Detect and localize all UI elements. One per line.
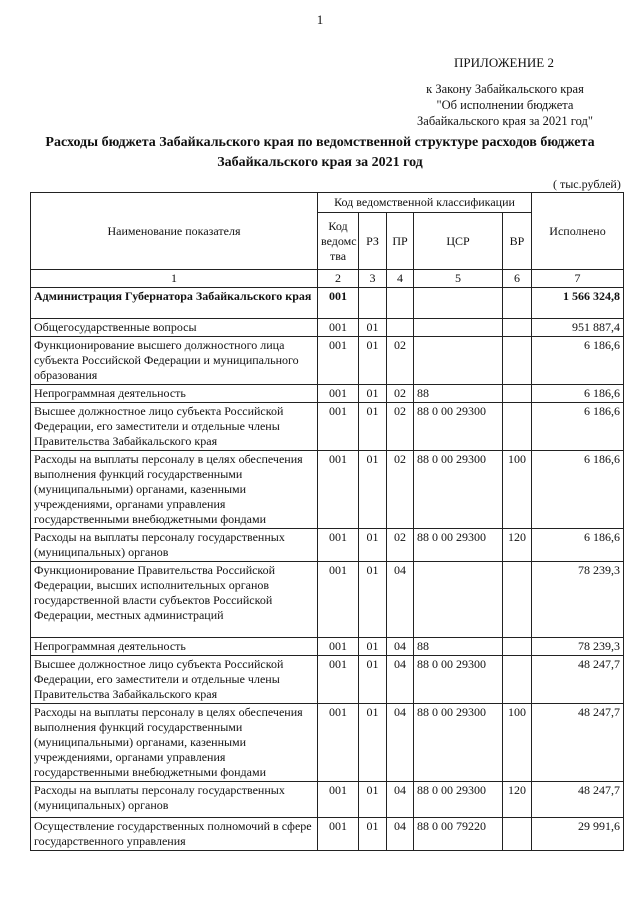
row-name: Непрограммная деятельность bbox=[31, 385, 318, 403]
header-rz: РЗ bbox=[359, 213, 387, 270]
table-row bbox=[31, 638, 624, 656]
row-vr bbox=[503, 562, 532, 638]
row-csr bbox=[414, 337, 503, 385]
column-number: 1 bbox=[31, 270, 318, 288]
row-rz: 01 bbox=[359, 562, 387, 638]
row-pr bbox=[387, 319, 414, 337]
row-rz: 01 bbox=[359, 319, 387, 337]
row-csr: 88 0 00 29300 bbox=[414, 704, 503, 782]
table-row bbox=[31, 451, 624, 529]
row-csr: 88 0 00 29300 bbox=[414, 782, 503, 818]
row-csr: 88 0 00 29300 bbox=[414, 451, 503, 529]
row-rz: 01 bbox=[359, 656, 387, 704]
column-number: 3 bbox=[359, 270, 387, 288]
row-rz: 01 bbox=[359, 529, 387, 562]
row-pr: 02 bbox=[387, 385, 414, 403]
row-executed-value: 1 566 324,8 bbox=[532, 288, 624, 319]
column-number: 4 bbox=[387, 270, 414, 288]
column-number: 5 bbox=[414, 270, 503, 288]
table-row bbox=[31, 562, 624, 638]
table-row bbox=[31, 337, 624, 385]
row-name: Расходы на выплаты персоналу в целях обеспечения выполнения функций государственными (муниципальными) органами, казенными учреждениями, органами управления государственными внебюджетными фондами bbox=[31, 704, 318, 782]
row-executed-value: 48 247,7 bbox=[532, 704, 624, 782]
law-reference-line: "Об исполнении бюджета bbox=[436, 98, 574, 112]
table-row bbox=[31, 385, 624, 403]
row-executed-value: 6 186,6 bbox=[532, 403, 624, 451]
row-dept-code: 001 bbox=[318, 319, 359, 337]
row-name: Расходы на выплаты персоналу государственных (муниципальных) органов bbox=[31, 782, 318, 818]
row-rz: 01 bbox=[359, 782, 387, 818]
row-name: Расходы на выплаты персоналу государственных (муниципальных) органов bbox=[31, 529, 318, 562]
row-pr: 04 bbox=[387, 638, 414, 656]
row-executed-value: 48 247,7 bbox=[532, 782, 624, 818]
row-vr bbox=[503, 656, 532, 704]
row-csr bbox=[414, 562, 503, 638]
row-csr: 88 bbox=[414, 638, 503, 656]
row-name: Непрограммная деятельность bbox=[31, 638, 318, 656]
table-row bbox=[31, 319, 624, 337]
row-name: Администрация Губернатора Забайкальского края bbox=[31, 288, 318, 319]
header-pr: ПР bbox=[387, 213, 414, 270]
row-vr bbox=[503, 337, 532, 385]
table-row bbox=[31, 529, 624, 562]
column-number: 7 bbox=[532, 270, 624, 288]
row-name: Высшее должностное лицо субъекта Российской Федерации, его заместители и отдельные члены Правительства Забайкальского края bbox=[31, 656, 318, 704]
row-vr bbox=[503, 385, 532, 403]
row-executed-value: 6 186,6 bbox=[532, 337, 624, 385]
document-title bbox=[30, 133, 610, 173]
law-reference-line: Забайкальского края за 2021 год" bbox=[417, 114, 593, 128]
row-name: Функционирование высшего должностного лица субъекта Российской Федерации и муниципального образования bbox=[31, 337, 318, 385]
row-rz bbox=[359, 288, 387, 319]
header-vr: ВР bbox=[503, 213, 532, 270]
row-dept-code: 001 bbox=[318, 337, 359, 385]
column-number-row bbox=[31, 270, 624, 288]
row-rz: 01 bbox=[359, 638, 387, 656]
header-dept: Код ведомс тва bbox=[318, 213, 359, 270]
row-vr: 100 bbox=[503, 451, 532, 529]
row-executed-value: 29 991,6 bbox=[532, 818, 624, 851]
row-dept-code: 001 bbox=[318, 288, 359, 319]
page-number: 1 bbox=[316, 12, 324, 27]
row-vr: 120 bbox=[503, 782, 532, 818]
row-csr bbox=[414, 288, 503, 319]
row-pr: 02 bbox=[387, 403, 414, 451]
table-row bbox=[31, 782, 624, 818]
header-csr: ЦСР bbox=[414, 213, 503, 270]
row-pr: 02 bbox=[387, 337, 414, 385]
row-executed-value: 951 887,4 bbox=[532, 319, 624, 337]
row-pr: 02 bbox=[387, 451, 414, 529]
row-executed-value: 78 239,3 bbox=[532, 562, 624, 638]
row-pr: 04 bbox=[387, 818, 414, 851]
row-executed-value: 48 247,7 bbox=[532, 656, 624, 704]
header-executed: Исполнено bbox=[532, 193, 624, 270]
row-name: Функционирование Правительства Российской Федерации, высших исполнительных органов государственной власти субъектов Российской Федерации, местных администраций bbox=[31, 562, 318, 638]
row-name: Расходы на выплаты персоналу в целях обеспечения выполнения функций государственными (муниципальными) органами, казенными учреждениями, органами управления государственными внебюджетными фондами bbox=[31, 451, 318, 529]
header-classification: Код ведомственной классификации bbox=[318, 193, 532, 213]
document-title-line: Забайкальского края за 2021 год bbox=[217, 155, 423, 170]
row-dept-code: 001 bbox=[318, 704, 359, 782]
table-row bbox=[31, 818, 624, 851]
row-csr: 88 0 00 79220 bbox=[414, 818, 503, 851]
row-csr: 88 0 00 29300 bbox=[414, 529, 503, 562]
law-reference-line: к Закону Забайкальского края bbox=[426, 82, 584, 96]
column-number: 2 bbox=[318, 270, 359, 288]
row-executed-value: 6 186,6 bbox=[532, 529, 624, 562]
table-row bbox=[31, 704, 624, 782]
law-reference bbox=[380, 81, 630, 129]
row-dept-code: 001 bbox=[318, 529, 359, 562]
row-vr bbox=[503, 319, 532, 337]
row-executed-value: 6 186,6 bbox=[532, 451, 624, 529]
row-rz: 01 bbox=[359, 403, 387, 451]
row-dept-code: 001 bbox=[318, 782, 359, 818]
row-vr bbox=[503, 403, 532, 451]
row-csr: 88 0 00 29300 bbox=[414, 403, 503, 451]
row-dept-code: 001 bbox=[318, 385, 359, 403]
row-executed-value: 78 239,3 bbox=[532, 638, 624, 656]
row-dept-code: 001 bbox=[318, 656, 359, 704]
expenditure-table bbox=[30, 192, 624, 851]
row-name: Общегосударственные вопросы bbox=[31, 319, 318, 337]
row-csr: 88 bbox=[414, 385, 503, 403]
row-pr: 04 bbox=[387, 562, 414, 638]
document-title-line: Расходы бюджета Забайкальского края по ведомственной структуре расходов бюджета bbox=[45, 135, 595, 150]
row-pr bbox=[387, 288, 414, 319]
row-name: Осуществление государственных полномочий в сфере государственного управления bbox=[31, 818, 318, 851]
row-vr bbox=[503, 638, 532, 656]
row-rz: 01 bbox=[359, 385, 387, 403]
row-name: Высшее должностное лицо субъекта Российской Федерации, его заместители и отдельные члены Правительства Забайкальского края bbox=[31, 403, 318, 451]
row-dept-code: 001 bbox=[318, 818, 359, 851]
column-number: 6 bbox=[503, 270, 532, 288]
header-name: Наименование показателя bbox=[31, 193, 318, 270]
units-label: ( тыс.рублей) bbox=[553, 177, 621, 191]
row-rz: 01 bbox=[359, 451, 387, 529]
row-dept-code: 001 bbox=[318, 451, 359, 529]
row-rz: 01 bbox=[359, 704, 387, 782]
row-vr: 120 bbox=[503, 529, 532, 562]
row-rz: 01 bbox=[359, 818, 387, 851]
row-rz: 01 bbox=[359, 337, 387, 385]
row-pr: 04 bbox=[387, 782, 414, 818]
row-pr: 04 bbox=[387, 656, 414, 704]
row-csr: 88 0 00 29300 bbox=[414, 656, 503, 704]
row-csr bbox=[414, 319, 503, 337]
row-dept-code: 001 bbox=[318, 638, 359, 656]
row-vr bbox=[503, 818, 532, 851]
table-row bbox=[31, 656, 624, 704]
row-dept-code: 001 bbox=[318, 403, 359, 451]
row-executed-value: 6 186,6 bbox=[532, 385, 624, 403]
table-row bbox=[31, 288, 624, 319]
row-pr: 04 bbox=[387, 704, 414, 782]
row-dept-code: 001 bbox=[318, 562, 359, 638]
appendix-title: ПРИЛОЖЕНИЕ 2 bbox=[454, 55, 554, 70]
row-pr: 02 bbox=[387, 529, 414, 562]
row-vr bbox=[503, 288, 532, 319]
row-vr: 100 bbox=[503, 704, 532, 782]
table-row bbox=[31, 403, 624, 451]
